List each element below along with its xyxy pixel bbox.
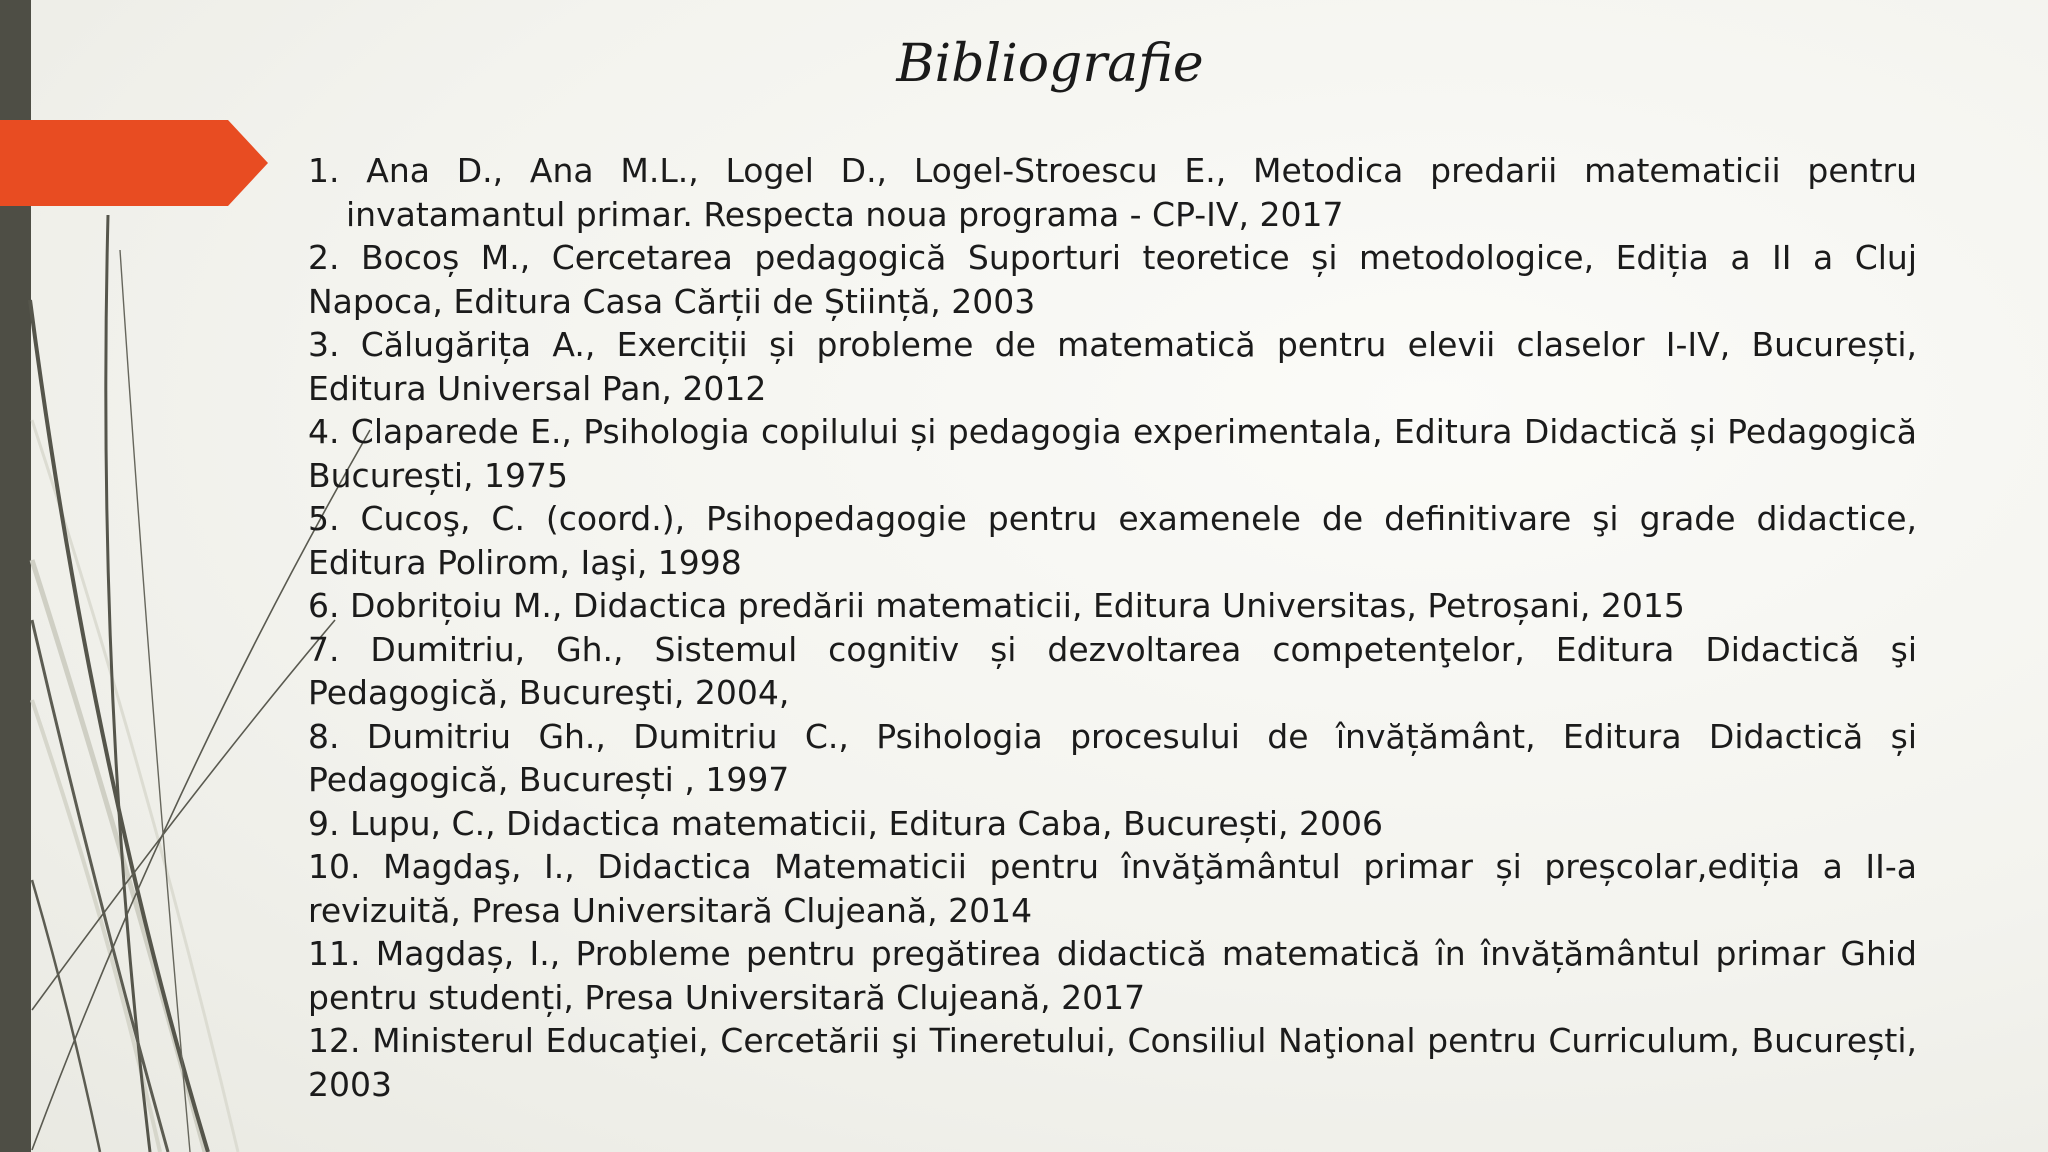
bibliography-item-4: 4. Claparede E., Psihologia copilului și pedagogia experimentala, Editura Didactică și Pedagogică București, 1975	[308, 412, 1917, 495]
light-stem-2	[32, 700, 160, 1152]
slide-title: Bibliografie	[896, 34, 1204, 94]
dark-stem-3	[32, 620, 168, 1152]
bibliography-item-1: 1. Ana D., Ana M.L., Logel D., Logel-Stroescu E., Metodica predarii matematicii pentru invatamantul primar. Respecta noua programa - CP-IV, 2017	[308, 151, 1917, 234]
left-side-bar	[0, 0, 31, 1152]
thin-diagonal-line-3	[120, 250, 190, 1152]
bibliography-item-10: 10. Magdaş, I., Didactica Matematicii pentru învăţământul primar și preșcolar,ediția a II-a revizuită, Presa Universitară Clujeană, 2014	[308, 847, 1917, 930]
bibliography-item-3: 3. Călugărița A., Exerciții și probleme de matematică pentru elevii claselor I-IV, București, Editura Universal Pan, 2012	[308, 325, 1917, 408]
bibliography-item-7: 7. Dumitriu, Gh., Sistemul cognitiv și dezvoltarea competenţelor, Editura Didactică şi Pedagogică, Bucureşti, 2004,	[308, 629, 1917, 712]
light-stem-3	[32, 420, 238, 1152]
bibliography-item-11: 11. Magdaș, I., Probleme pentru pregătirea didactică matematică în învățământul primar Ghid pentru studenți, Presa Universitară Clujeană, 2017	[308, 934, 1917, 1017]
light-stem-1	[32, 560, 205, 1152]
bibliography-item-12: 12. Ministerul Educaţiei, Cercetării şi Tineretului, Consiliul Naţional pentru Curriculum, București, 2003	[308, 1021, 1917, 1104]
dark-stem-1	[30, 300, 208, 1152]
dark-stem-4	[32, 880, 100, 1152]
dark-stem-2	[106, 215, 150, 1152]
bibliography-item-2: 2. Bocoș M., Cercetarea pedagogică Suporturi teoretice și metodologice, Ediția a II a Cluj Napoca, Editura Casa Cărții de Știință, 2003	[308, 238, 1917, 321]
bibliography-item-5: 5. Cucoş, C. (coord.), Psihopedagogie pentru examenele de definitivare şi grade didactice, Editura Polirom, Iaşi, 1998	[308, 499, 1917, 582]
bibliography-item-9: 9. Lupu, C., Didactica matematicii, Editura Caba, București, 2006	[308, 803, 1383, 843]
bibliography-list	[308, 149, 1917, 1106]
bibliography-item-6: 6. Dobrițoiu M., Didactica predării matematicii, Editura Universitas, Petroșani, 2015	[308, 586, 1685, 625]
bibliography-item-8: 8. Dumitriu Gh., Dumitriu C., Psihologia procesului de învățământ, Editura Didactică și Pedagogică, București , 1997	[308, 716, 1917, 799]
orange-arrow-tab	[0, 120, 268, 206]
thin-diagonal-line-2	[32, 620, 335, 1010]
